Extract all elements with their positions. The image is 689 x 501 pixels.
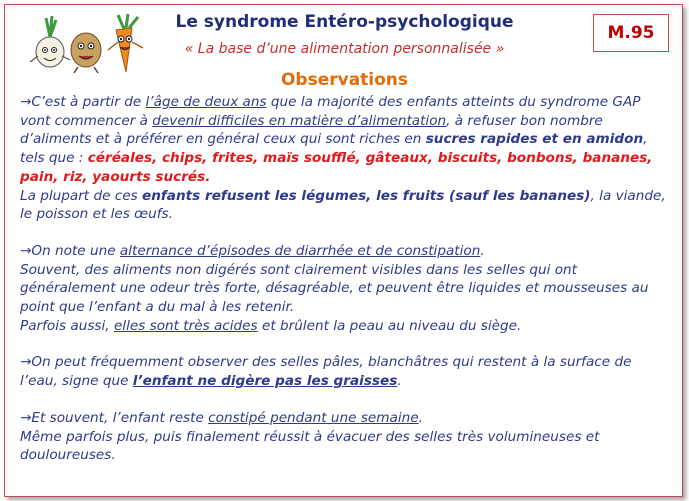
paragraph-age <box>20 93 672 224</box>
observations-body <box>20 93 672 465</box>
text: Parfois aussi, <box>20 317 114 334</box>
text: Et souvent, l’enfant reste <box>31 409 209 426</box>
paragraph-diarrhea <box>20 242 672 336</box>
underlined-text: alternance d’épisodes de diarrhée et de constipation <box>119 242 481 259</box>
text: Souvent, des aliments non digérés sont clairement visibles dans les selles qui ont généralement une odeur très forte, désagréable, et peuvent être liquides et mousseuses au point que l’enfant a du mal à les retenir. <box>20 261 649 316</box>
right-arrow-icon: → <box>20 94 32 110</box>
text: , tels que : <box>20 131 648 167</box>
right-arrow-icon: → <box>20 354 32 371</box>
section-heading: Observations <box>280 70 409 90</box>
text: , la viande, le poisson et les œufs. <box>20 187 666 223</box>
document-title: Le syndrome Entéro-psychologique <box>175 12 514 32</box>
underlined-text: l’âge de deux ans <box>145 94 267 110</box>
right-arrow-icon: → <box>20 409 32 426</box>
paragraph-constipation <box>20 409 672 465</box>
underlined-text: elles sont très acides <box>113 317 258 334</box>
paragraph-pale-stools <box>20 353 672 390</box>
bold-text: sucres rapides et en amidon <box>425 131 644 148</box>
bold-text: enfants refusent les légumes, les fruits (sauf les bananes) <box>142 187 591 204</box>
underlined-text: devenir difficiles en matière d’alimentation <box>152 112 447 129</box>
text: . <box>418 409 423 426</box>
text: Même parfois plus, puis finalement réussit à évacuer des selles très volumineuses et douloureuses. <box>20 428 600 464</box>
text: C’est à partir de <box>31 94 146 110</box>
text: . <box>480 242 485 259</box>
text: On peut fréquemment observer des selles pâles, blanchâtres qui restent à la surface de l’eau, signe que <box>20 354 632 390</box>
underlined-text: constipé pendant une semaine <box>208 409 419 426</box>
right-arrow-icon: → <box>20 242 32 259</box>
text: . <box>397 373 402 390</box>
document-code-badge: M.95 <box>593 14 669 52</box>
document-subtitle: « La base d’une alimentation personnalisée » <box>184 41 505 57</box>
text: que la majorité des enfants atteints du syndrome GAP vont commencer à <box>20 94 641 129</box>
text: et brûlent la peau au niveau du siège. <box>257 317 522 334</box>
text: On note une <box>31 242 120 259</box>
text: La plupart de ces <box>20 187 142 204</box>
highlighted-food-list: céréales, chips, frites, maïs soufflé, gâteaux, biscuits, bonbons, bananes, pain, riz, yaourts sucrés. <box>20 150 653 185</box>
bold-underlined-text: l’enfant ne digère pas les graisses <box>132 373 398 390</box>
text: , à refuser bon nombre d’aliments et à préférer en général ceux qui sont riches en <box>20 112 603 148</box>
